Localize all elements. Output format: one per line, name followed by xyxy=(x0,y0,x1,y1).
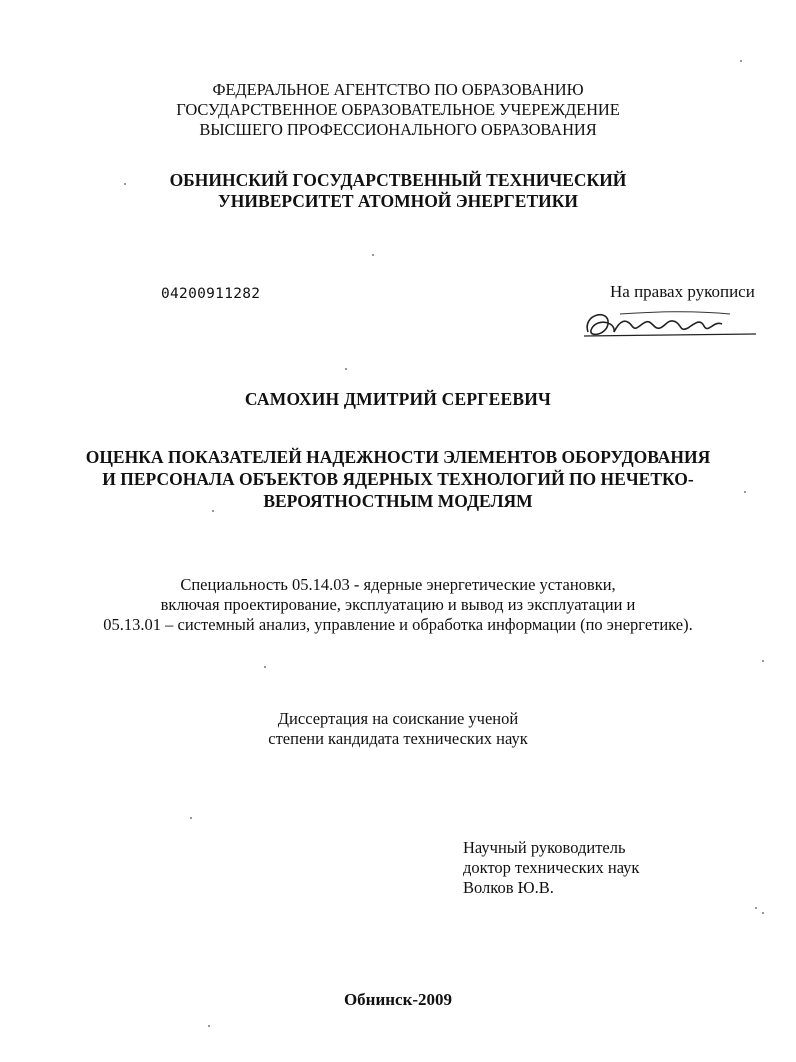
title-line: И ПЕРСОНАЛА ОБЪЕКТОВ ЯДЕРНЫХ ТЕХНОЛОГИЙ ПО НЕЧЕТКО- xyxy=(102,469,694,489)
specialty-line: включая проектирование, эксплуатацию и вывод из эксплуатации и xyxy=(160,595,636,614)
specialty-line: 05.13.01 – системный анализ, управление и обработка информации (по энергетике). xyxy=(103,615,693,634)
university-line: ОБНИНСКИЙ ГОСУДАРСТВЕННЫЙ ТЕХНИЧЕСКИЙ xyxy=(169,170,627,190)
thesis-line: Диссертация на соискание ученой xyxy=(277,709,519,728)
university-line: УНИВЕРСИТЕТ АТОМНОЙ ЭНЕРГЕТИКИ xyxy=(217,191,579,211)
scan-speck xyxy=(372,254,374,256)
manuscript-rights: На правах рукописи xyxy=(610,282,755,301)
scan-speck xyxy=(208,1025,210,1027)
scan-speck xyxy=(212,510,214,512)
scan-speck xyxy=(762,912,764,914)
scan-speck xyxy=(762,660,764,662)
advisor-line: Волков Ю.В. xyxy=(463,878,554,897)
author-name: САМОХИН ДМИТРИЙ СЕРГЕЕВИЧ xyxy=(244,389,552,409)
thesis-title xyxy=(0,446,796,512)
scan-speck xyxy=(744,491,746,493)
scan-speck xyxy=(755,907,757,909)
registry-code: 04200911282 xyxy=(161,286,261,302)
scan-speck xyxy=(740,60,742,62)
scan-speck xyxy=(345,368,347,370)
agency-line: ФЕДЕРАЛЬНОЕ АГЕНТСТВО ПО ОБРАЗОВАНИЮ xyxy=(212,80,584,99)
signature-stroke xyxy=(620,312,730,314)
advisor-line: Научный руководитель xyxy=(463,838,626,857)
agency-header xyxy=(0,80,796,140)
agency-line: ВЫСШЕГО ПРОФЕССИОНАЛЬНОГО ОБРАЗОВАНИЯ xyxy=(199,120,597,139)
title-line: ВЕРОЯТНОСТНЫМ МОДЕЛЯМ xyxy=(263,491,533,511)
specialty-line: Специальность 05.14.03 - ядерные энергетические установки, xyxy=(180,575,616,594)
scan-speck xyxy=(190,817,192,819)
signature xyxy=(580,304,758,344)
scan-speck xyxy=(124,183,126,185)
thesis-line: степени кандидата технических наук xyxy=(268,729,528,748)
signature-stroke xyxy=(587,315,722,335)
scan-speck xyxy=(264,666,266,668)
city-year: Обнинск-2009 xyxy=(343,990,453,1009)
agency-line: ГОСУДАРСТВЕННОЕ ОБРАЗОВАТЕЛЬНОЕ УЧЕРЕЖДЕНИЕ xyxy=(176,100,620,119)
advisor-line: доктор технических наук xyxy=(463,858,640,877)
thesis-degree xyxy=(0,709,796,749)
specialty xyxy=(0,575,796,635)
signature-underline xyxy=(584,334,756,336)
scientific-advisor xyxy=(463,838,639,898)
university-name xyxy=(0,170,796,212)
title-line: ОЦЕНКА ПОКАЗАТЕЛЕЙ НАДЕЖНОСТИ ЭЛЕМЕНТОВ ОБОРУДОВАНИЯ xyxy=(85,447,711,467)
